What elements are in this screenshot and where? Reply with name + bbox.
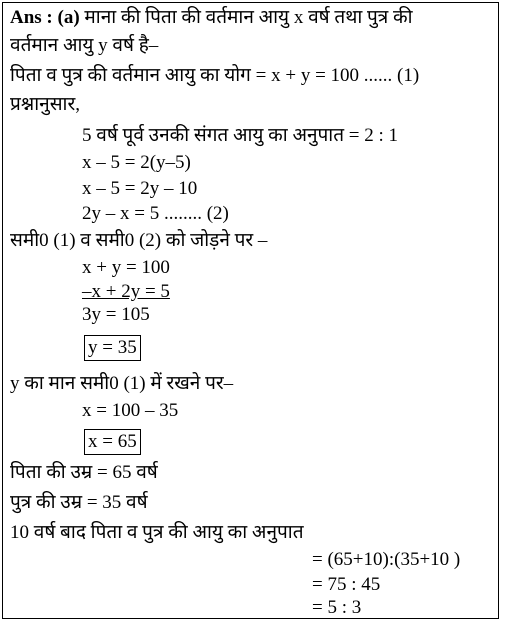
answer-prefix: Ans : bbox=[10, 7, 53, 28]
ratio-step-2: = 75 : 45 bbox=[312, 574, 381, 595]
sum-equation-line: पिता व पुत्र की वर्तमान आयु का योग = x + y = 100 ...... (1) bbox=[10, 65, 420, 86]
substitute-line: y का मान समी0 (1) में रखने पर– bbox=[10, 373, 234, 394]
answer-line-1-text: माना की पिता की वर्तमान आयु x वर्ष तथा पुत्र की bbox=[84, 7, 413, 28]
equation-step-1: x – 5 = 2(y–5) bbox=[82, 152, 191, 173]
according-to-question: प्रश्नानुसार, bbox=[10, 94, 80, 115]
adding-equations-line: समी0 (1) व समी0 (2) को जोड़ने पर – bbox=[10, 230, 268, 251]
second-equation-underlined: –x + 2y = 5 bbox=[82, 281, 170, 302]
son-age-line: पुत्र की उम्र = 35 वर्ष bbox=[10, 492, 148, 513]
ratio-final: = 5 : 3 bbox=[312, 597, 362, 618]
answer-line-2: वर्तमान आयु y वर्ष है– bbox=[10, 35, 159, 56]
boxed-y-value: y = 35 bbox=[84, 335, 141, 361]
ratio-statement: 5 वर्ष पूर्व उनकी संगत आयु का अनुपात = 2 : 1 bbox=[82, 125, 399, 146]
equation-2: 2y – x = 5 ........ (2) bbox=[82, 203, 229, 224]
equation-step-2: x – 5 = 2y – 10 bbox=[82, 178, 198, 199]
x-calculation: x = 100 – 35 bbox=[82, 400, 179, 421]
result-3y: 3y = 105 bbox=[82, 304, 150, 325]
ratio-after-10-years: 10 वर्ष बाद पिता व पुत्र की आयु का अनुपात bbox=[10, 522, 304, 543]
sum-equation: x + y = 100 bbox=[82, 257, 170, 278]
answer-line-1 bbox=[10, 6, 413, 30]
father-age-line: पिता की उम्र = 65 वर्ष bbox=[10, 462, 158, 483]
boxed-x-value: x = 65 bbox=[84, 429, 141, 455]
ratio-step-1: = (65+10):(35+10 ) bbox=[312, 549, 461, 570]
answer-option: (a) bbox=[57, 7, 80, 28]
